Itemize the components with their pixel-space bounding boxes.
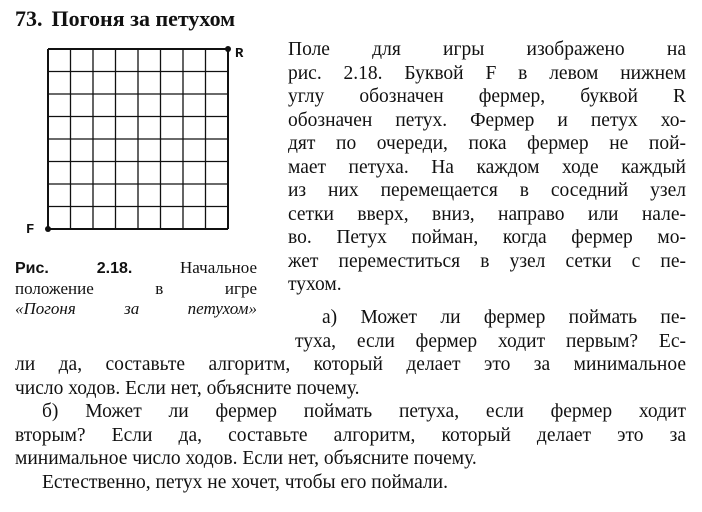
problem-statement <box>288 38 686 297</box>
text-line: тухом. <box>288 274 342 295</box>
text-line: обозначен петух. Фермер и петух хо- <box>288 109 686 131</box>
farmer-letter: F <box>26 222 35 238</box>
closing-remark: Естественно, петух не хочет, чтобы его поймали. <box>42 471 448 493</box>
farmer-node <box>45 226 51 232</box>
caption-text-2b: в <box>155 279 164 298</box>
question-b-line: б) Может ли фермер поймать петуха, если фермер ходит <box>42 401 686 422</box>
text-line: из них перемещается в соседний узел <box>288 180 686 201</box>
grid-lines <box>48 49 228 229</box>
text-line: углу обозначен фермер, буквой R <box>288 86 686 107</box>
problem-heading <box>15 6 235 32</box>
question-b-line: вторым? Если да, составьте алгоритм, который делает это за <box>15 424 686 446</box>
question-a-line: ли да, составьте алгоритм, который делает это за минимальное <box>15 354 686 375</box>
question-a-line: а) Может ли фермер поймать пе- <box>322 307 686 328</box>
caption-label: Рис. 2.18. <box>15 260 133 277</box>
caption-game-title: «Погоня за петухом» <box>15 299 257 318</box>
caption-text-1: Начальное <box>180 258 257 277</box>
text-line: жет переместиться в узел сетки с пе- <box>288 250 686 272</box>
game-grid <box>22 44 250 240</box>
question-b-line: минимальное число ходов. Если нет, объясните почему. <box>15 448 477 469</box>
question-a-line: число ходов. Если нет, объясните почему. <box>15 377 360 399</box>
figure-2-18 <box>22 44 250 240</box>
rooster-letter: R <box>235 46 244 62</box>
text-line: сетки вверх, вниз, направо или нале- <box>288 203 686 225</box>
caption-text-2c: игре <box>224 279 257 298</box>
text-line: во. Петух пойман, когда фермер мо- <box>288 227 686 248</box>
text-line: дят по очереди, пока фермер не пой- <box>288 133 686 154</box>
caption-text-2a: положение <box>15 279 94 298</box>
problem-title: Погоня за петухом <box>51 6 236 31</box>
text-line: рис. 2.18. Буквой F в левом нижнем <box>288 62 686 84</box>
question-a-line: туха, если фермер ходит первым? Ес- <box>295 330 686 352</box>
problem-questions <box>15 306 686 494</box>
rooster-node <box>225 46 231 52</box>
text-line: Поле для игры изображено на <box>288 39 686 60</box>
text-line: мает петуха. На каждом ходе каждый <box>288 156 686 178</box>
problem-number: 73. <box>15 6 43 31</box>
